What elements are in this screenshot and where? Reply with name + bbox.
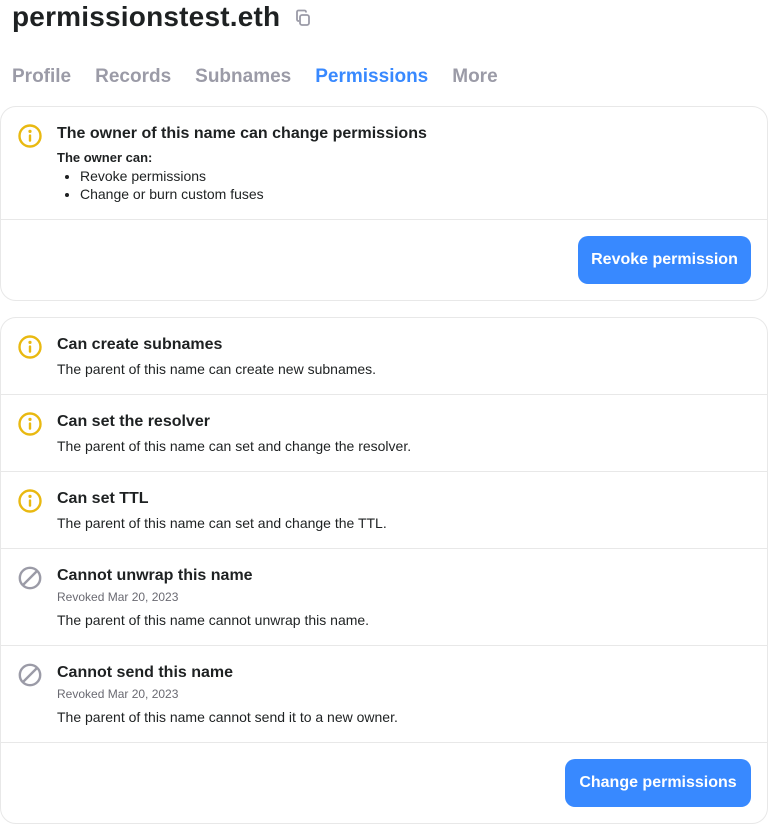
permission-description: The parent of this name cannot unwrap this name.: [57, 612, 370, 628]
owner-permissions-card: [0, 106, 768, 301]
owner-can-label: The owner can:: [57, 150, 153, 165]
owner-abilities-list: [80, 167, 264, 203]
permission-title: Can set the resolver: [57, 413, 210, 430]
tab-profile[interactable]: Profile: [12, 66, 72, 87]
permission-description: The parent of this name can set and change the TTL.: [57, 515, 387, 531]
permission-title: Can create subnames: [57, 336, 223, 353]
parent-permissions-card: [0, 317, 768, 824]
permission-row: [1, 549, 767, 646]
change-permissions-button[interactable]: Change permissions: [565, 759, 751, 807]
info-icon: [16, 487, 44, 515]
permission-row: [1, 395, 767, 472]
tab-more[interactable]: More: [452, 66, 498, 87]
name-header: [12, 0, 312, 34]
permission-title: Cannot unwrap this name: [57, 567, 253, 584]
revoke-permission-button[interactable]: Revoke permission: [578, 236, 751, 284]
tab-records[interactable]: Records: [95, 66, 172, 87]
permission-title: Cannot send this name: [57, 664, 234, 681]
tab-bar: [12, 63, 498, 91]
permission-description: The parent of this name can set and change the resolver.: [57, 438, 412, 454]
permission-row: [1, 472, 767, 549]
permission-title: Can set TTL: [57, 490, 149, 507]
info-icon: [16, 122, 44, 150]
copy-icon[interactable]: [294, 9, 312, 27]
tab-subnames[interactable]: Subnames: [195, 66, 292, 87]
revoked-date: Revoked Mar 20, 2023: [57, 590, 179, 604]
owner-permission-title: The owner of this name can change permissions: [57, 125, 427, 142]
banned-icon: [16, 564, 44, 592]
owner-permission-row: [1, 107, 767, 220]
permission-row: [1, 646, 767, 743]
tab-permissions[interactable]: Permissions: [315, 66, 429, 87]
info-icon: [16, 410, 44, 438]
banned-icon: [16, 661, 44, 689]
info-icon: [16, 333, 44, 361]
revoked-date: Revoked Mar 20, 2023: [57, 687, 179, 701]
permission-row: [1, 318, 767, 395]
list-item: • Revoke permissions: [80, 167, 264, 185]
permission-description: The parent of this name cannot send it to a new owner.: [57, 709, 398, 725]
page-title: permissionstest.eth: [12, 1, 281, 32]
permission-description: The parent of this name can create new subnames.: [57, 361, 377, 377]
list-item: • Change or burn custom fuses: [80, 185, 264, 203]
owner-card-footer: [1, 220, 767, 300]
parent-card-footer: [1, 743, 767, 823]
